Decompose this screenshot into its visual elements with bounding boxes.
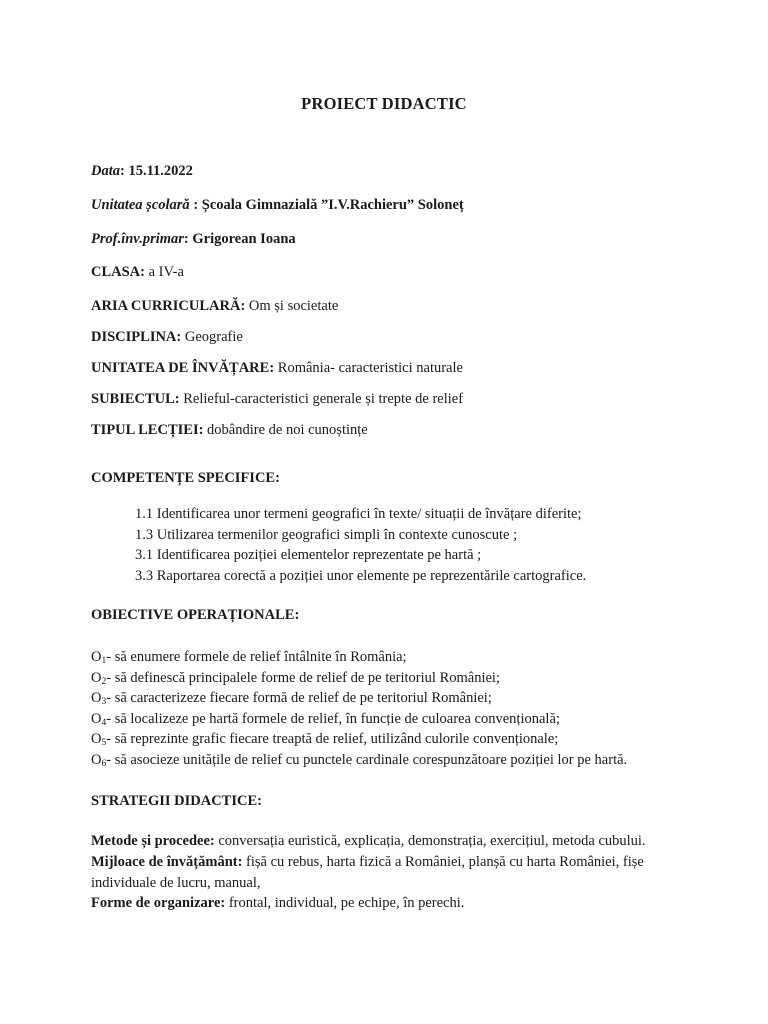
field-unitatea-invatare-value: România- caracteristici naturale bbox=[274, 360, 463, 376]
obiectiv-text: - să reprezinte grafic fiecare treaptă de relief, utilizând culorile convenționale; bbox=[106, 731, 559, 747]
competenta-item: 3.3 Raportarea corectă a poziției unor elemente pe reprezentările cartografice. bbox=[135, 568, 587, 584]
field-clasa-label: CLASA: bbox=[91, 264, 145, 280]
field-unitatea-invatare bbox=[91, 360, 463, 377]
obiectiv-text: - să definescă principalele forme de relief de pe teritoriul României; bbox=[106, 670, 500, 686]
field-disciplina-label: DISCIPLINA: bbox=[91, 329, 182, 345]
field-prof-sep: : bbox=[183, 231, 193, 247]
field-unitatea-label: Unitatea școlară bbox=[91, 197, 190, 213]
field-tipul bbox=[91, 422, 368, 439]
obiectiv-prefix: O bbox=[91, 670, 102, 686]
field-subiectul-value: Relieful-caracteristici generale și trepte de relief bbox=[179, 391, 464, 407]
field-tipul-label: TIPUL LECȚIEI: bbox=[91, 422, 204, 438]
strategii-forme-value: frontal, individual, pe echipe, în perechi. bbox=[225, 895, 465, 911]
field-unitatea-sep: : bbox=[189, 197, 202, 213]
field-unitatea bbox=[91, 197, 464, 214]
strategii-mijloace bbox=[91, 854, 644, 871]
competenta-item: 1.3 Utilizarea termenilor geografici simpli în contexte cunoscute ; bbox=[135, 527, 518, 543]
field-prof-value: Grigorean Ioana bbox=[192, 231, 296, 247]
obiectiv-prefix: O bbox=[91, 731, 102, 747]
strategii-mijloace-label: Mijloace de învățământ: bbox=[91, 854, 243, 870]
field-data-sep: : bbox=[120, 163, 129, 179]
field-data bbox=[91, 163, 193, 180]
competenta-item: 3.1 Identificarea poziției elementelor reprezentate pe hartă ; bbox=[135, 547, 482, 563]
strategii-mijloace-continued: individuale de lucru, manual, bbox=[91, 875, 261, 891]
strategii-mijloace-value: fișă cu rebus, harta fizică a României, planșă cu harta României, fișe bbox=[242, 854, 644, 870]
obiectiv-item bbox=[91, 752, 627, 769]
field-aria-value: Om și societate bbox=[245, 298, 339, 314]
strategii-forme bbox=[91, 895, 464, 912]
obiectiv-item bbox=[91, 649, 407, 666]
obiectiv-text: - să localizeze pe hartă formele de relief, în funcție de culoarea convențională; bbox=[106, 711, 560, 727]
field-disciplina bbox=[91, 329, 243, 346]
field-clasa bbox=[91, 264, 184, 281]
obiective-heading: OBIECTIVE OPERAȚIONALE: bbox=[91, 607, 300, 623]
obiectiv-index: 3 bbox=[101, 697, 107, 707]
obiectiv-text: - să asocieze unitățile de relief cu punctele cardinale corespunzătoare poziției lor pe hartă. bbox=[106, 752, 628, 768]
field-tipul-value: dobândire de noi cunoștințe bbox=[203, 422, 368, 438]
field-prof-label: Prof.înv.primar bbox=[91, 231, 184, 247]
field-disciplina-value: Geografie bbox=[181, 329, 243, 345]
field-unitatea-invatare-label: UNITATEA DE ÎNVĂȚARE: bbox=[91, 360, 275, 376]
field-clasa-value: a IV-a bbox=[144, 264, 184, 280]
obiectiv-index: 6 bbox=[101, 759, 107, 769]
obiectiv-item bbox=[91, 731, 558, 748]
obiectiv-prefix: O bbox=[91, 752, 102, 768]
obiectiv-item bbox=[91, 670, 500, 687]
obiectiv-index: 2 bbox=[101, 677, 107, 687]
document-title: PROIECT DIDACTIC bbox=[301, 94, 467, 113]
field-aria bbox=[91, 298, 338, 315]
obiectiv-index: 5 bbox=[101, 738, 107, 748]
obiectiv-item bbox=[91, 690, 492, 707]
obiectiv-index: 4 bbox=[101, 718, 107, 728]
strategii-metode bbox=[91, 833, 646, 850]
obiectiv-text: - să enumere formele de relief întâlnite în România; bbox=[106, 649, 407, 665]
field-subiectul-label: SUBIECTUL: bbox=[91, 391, 180, 407]
field-data-value: 15.11.2022 bbox=[128, 163, 193, 179]
strategii-heading: STRATEGII DIDACTICE: bbox=[91, 793, 262, 809]
competenta-item: 1.1 Identificarea unor termeni geografici în texte/ situații de învățare diferite; bbox=[135, 506, 582, 522]
field-aria-label: ARIA CURRICULARĂ: bbox=[91, 298, 246, 314]
obiectiv-item bbox=[91, 711, 560, 728]
obiectiv-prefix: O bbox=[91, 711, 102, 727]
obiectiv-prefix: O bbox=[91, 649, 102, 665]
field-data-label: Data bbox=[91, 163, 120, 179]
obiectiv-text: - să caracterizeze fiecare formă de relief de pe teritoriul României; bbox=[106, 690, 492, 706]
obiectiv-prefix: O bbox=[91, 690, 102, 706]
obiectiv-index: 1 bbox=[101, 656, 107, 666]
field-subiectul bbox=[91, 391, 463, 408]
competente-heading: COMPETENȚE SPECIFICE: bbox=[91, 470, 280, 486]
strategii-forme-label: Forme de organizare: bbox=[91, 895, 226, 911]
field-prof bbox=[91, 231, 296, 248]
strategii-metode-value: conversația euristică, explicația, demonstrația, exercițiul, metoda cubului. bbox=[214, 833, 646, 849]
field-unitatea-value: Școala Gimnazială ”I.V.Rachieru” Soloneț bbox=[201, 197, 464, 213]
strategii-metode-label: Metode și procedee: bbox=[91, 833, 215, 849]
